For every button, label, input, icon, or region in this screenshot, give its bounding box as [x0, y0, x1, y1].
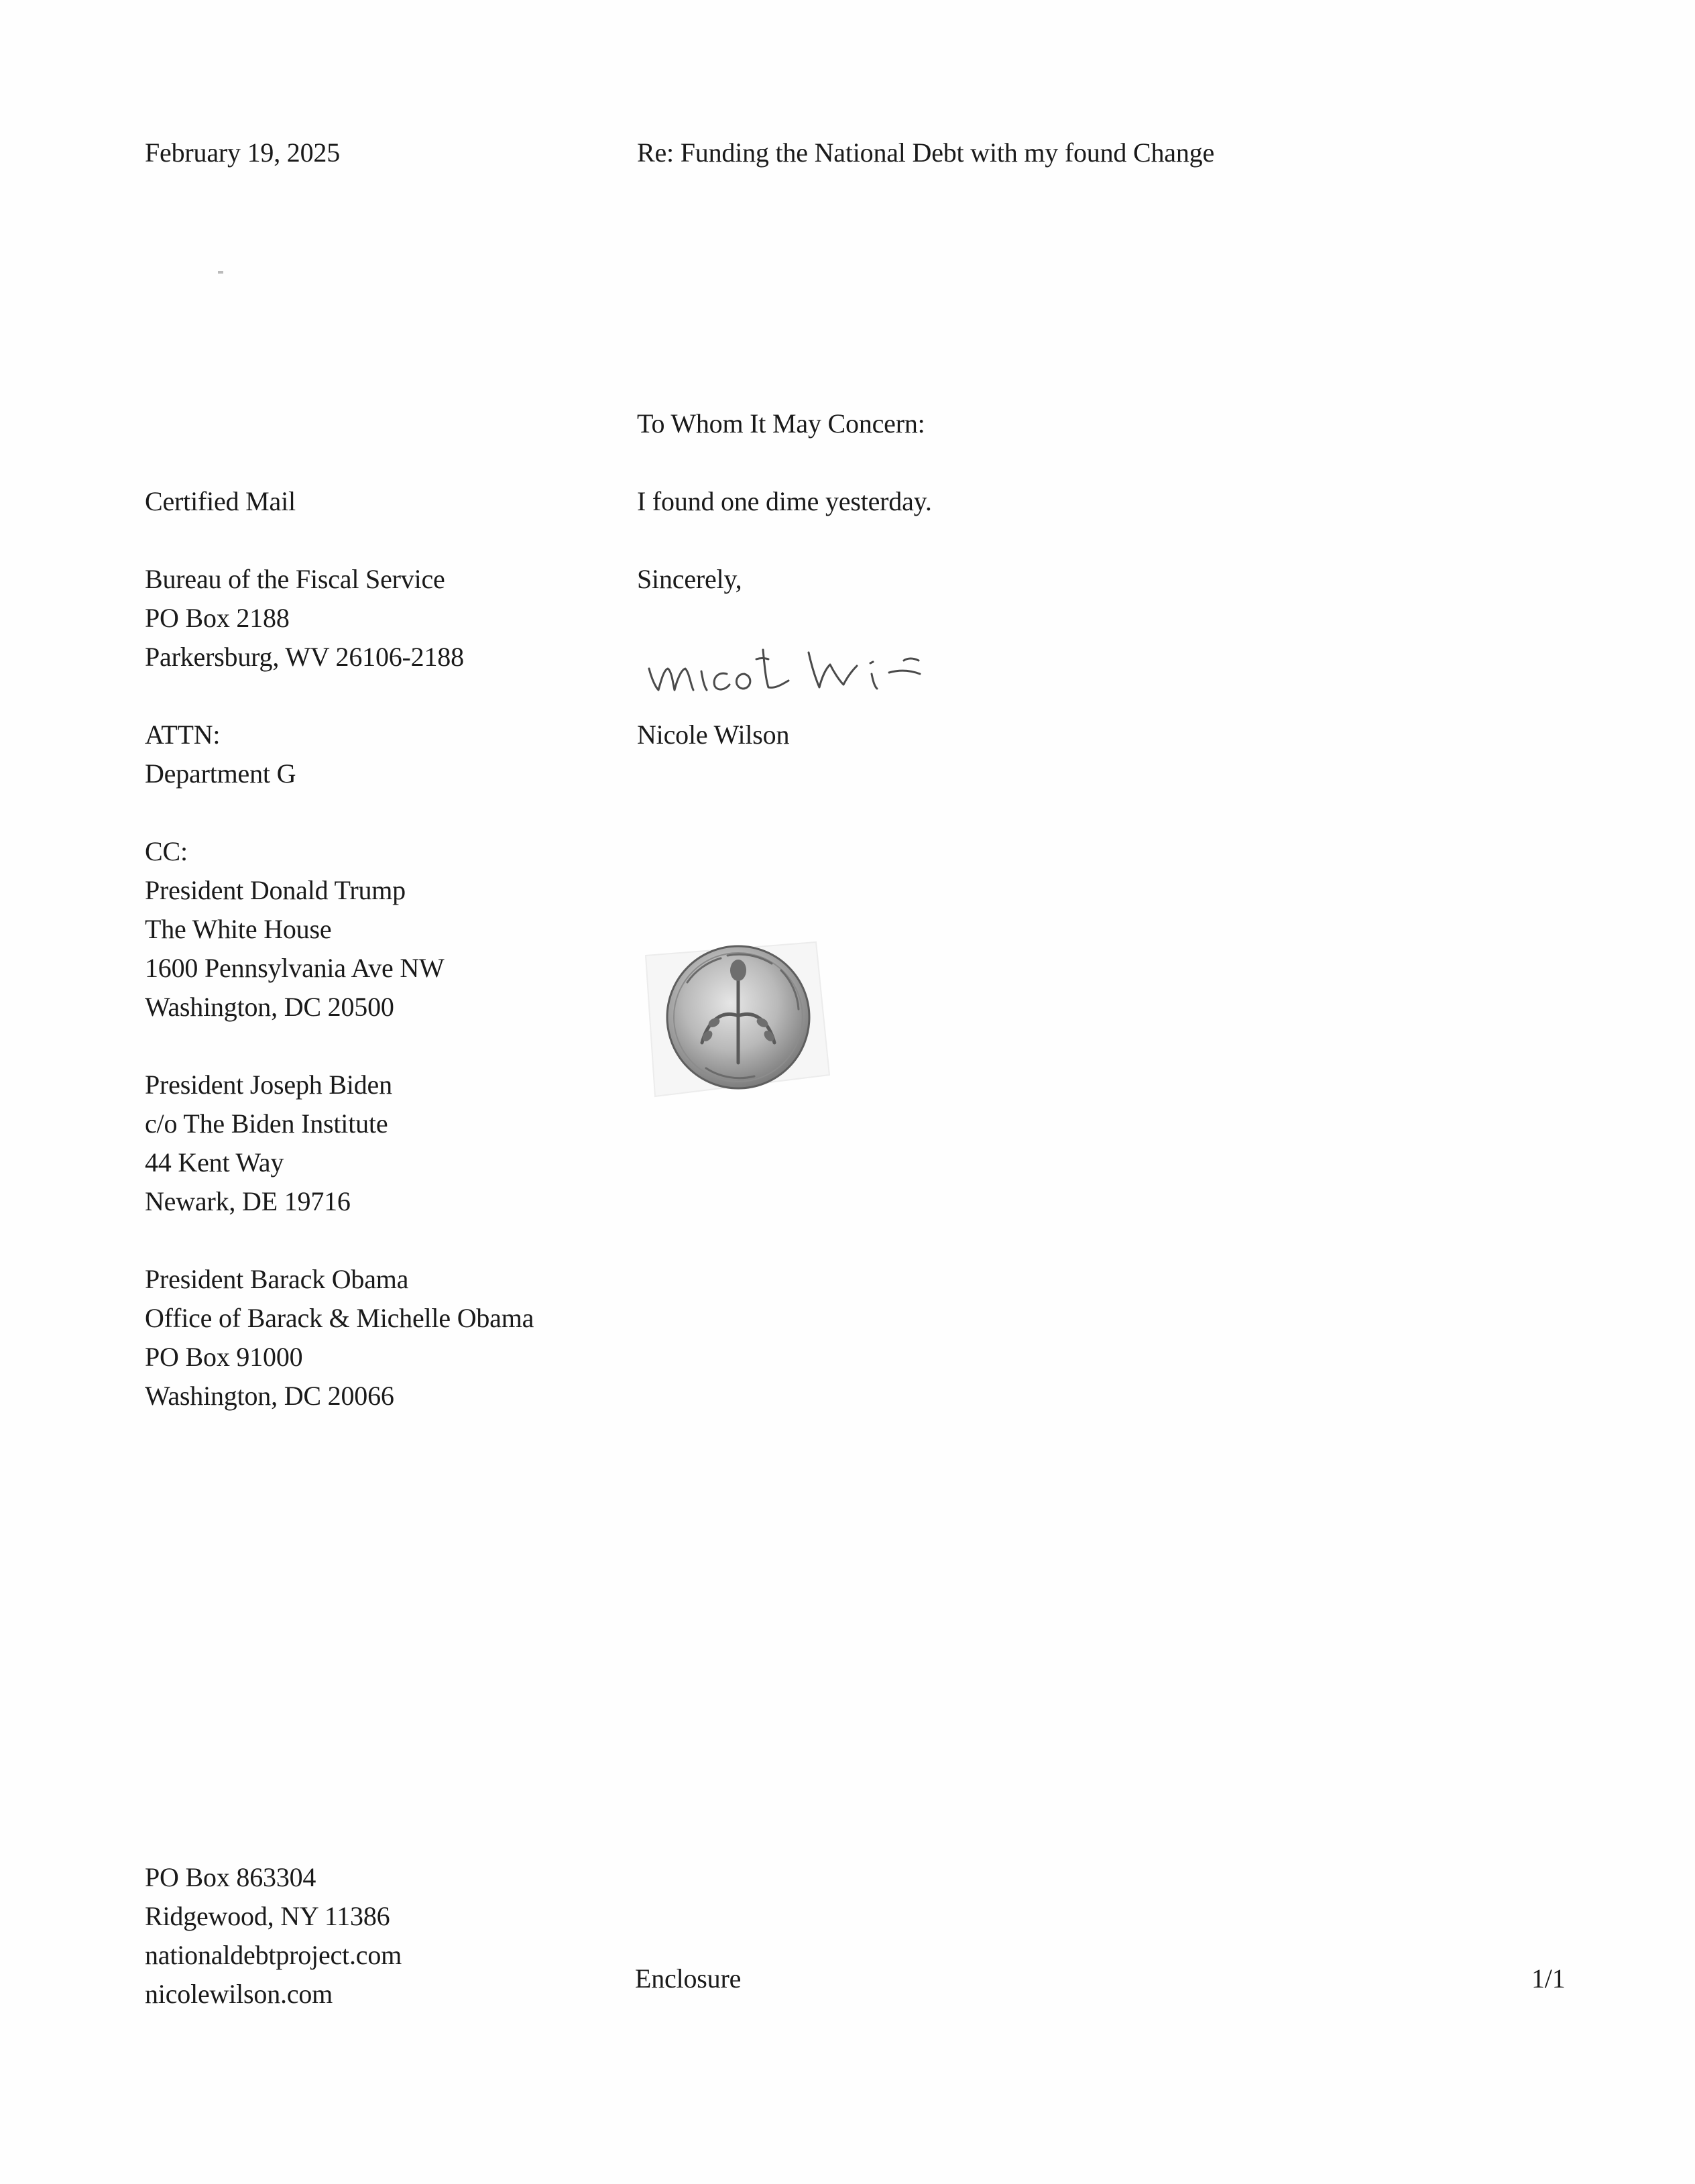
cc-address-line: c/o The Biden Institute	[145, 1108, 388, 1139]
recipient-address	[145, 560, 464, 677]
closing: Sincerely,	[637, 564, 742, 594]
cc-address-line: PO Box 91000	[145, 1342, 303, 1372]
address-line: PO Box 2188	[145, 603, 290, 633]
address-line: Parkersburg, WV 26106-2188	[145, 642, 464, 672]
cc-address-line: The White House	[145, 914, 332, 944]
sender-line: nationaldebtproject.com	[145, 1940, 402, 1970]
enclosure-label: Enclosure	[635, 1963, 742, 1994]
attn-department: Department G	[145, 758, 296, 789]
cc-label: CC:	[145, 836, 188, 866]
letter-body: I found one dime yesterday.	[637, 486, 932, 516]
salutation: To Whom It May Concern:	[637, 408, 925, 439]
cc-address-line: Newark, DE 19716	[145, 1186, 351, 1216]
cc-block	[145, 832, 534, 1416]
page-number: 1/1	[1531, 1963, 1566, 1994]
scan-speck	[218, 271, 223, 274]
cc-address-line: President Barack Obama	[145, 1264, 409, 1294]
address-line: Bureau of the Fiscal Service	[145, 564, 445, 594]
cc-address-line: Office of Barack & Michelle Obama	[145, 1303, 534, 1333]
cc-address-line: 44 Kent Way	[145, 1147, 284, 1177]
cc-address-line: President Donald Trump	[145, 875, 406, 905]
subject-line: Re: Funding the National Debt with my found Change	[637, 137, 1214, 168]
cc-address-line: President Joseph Biden	[145, 1070, 392, 1100]
attn-label: ATTN:	[145, 720, 221, 750]
sender-line: PO Box 863304	[145, 1862, 316, 1892]
cc-address-line: Washington, DC 20500	[145, 992, 394, 1022]
dime-coin-image	[640, 929, 831, 1106]
sender-line: nicolewilson.com	[145, 1979, 333, 2009]
signature-image	[644, 620, 959, 701]
sender-line: Ridgewood, NY 11386	[145, 1901, 390, 1931]
cc-address-line: Washington, DC 20066	[145, 1381, 394, 1411]
cc-address-line: 1600 Pennsylvania Ave NW	[145, 953, 445, 983]
sender-address	[145, 1858, 402, 2014]
attn-block	[145, 715, 296, 793]
letter-date: February 19, 2025	[145, 137, 340, 168]
signer-name: Nicole Wilson	[637, 720, 790, 750]
mail-type: Certified Mail	[145, 486, 296, 516]
